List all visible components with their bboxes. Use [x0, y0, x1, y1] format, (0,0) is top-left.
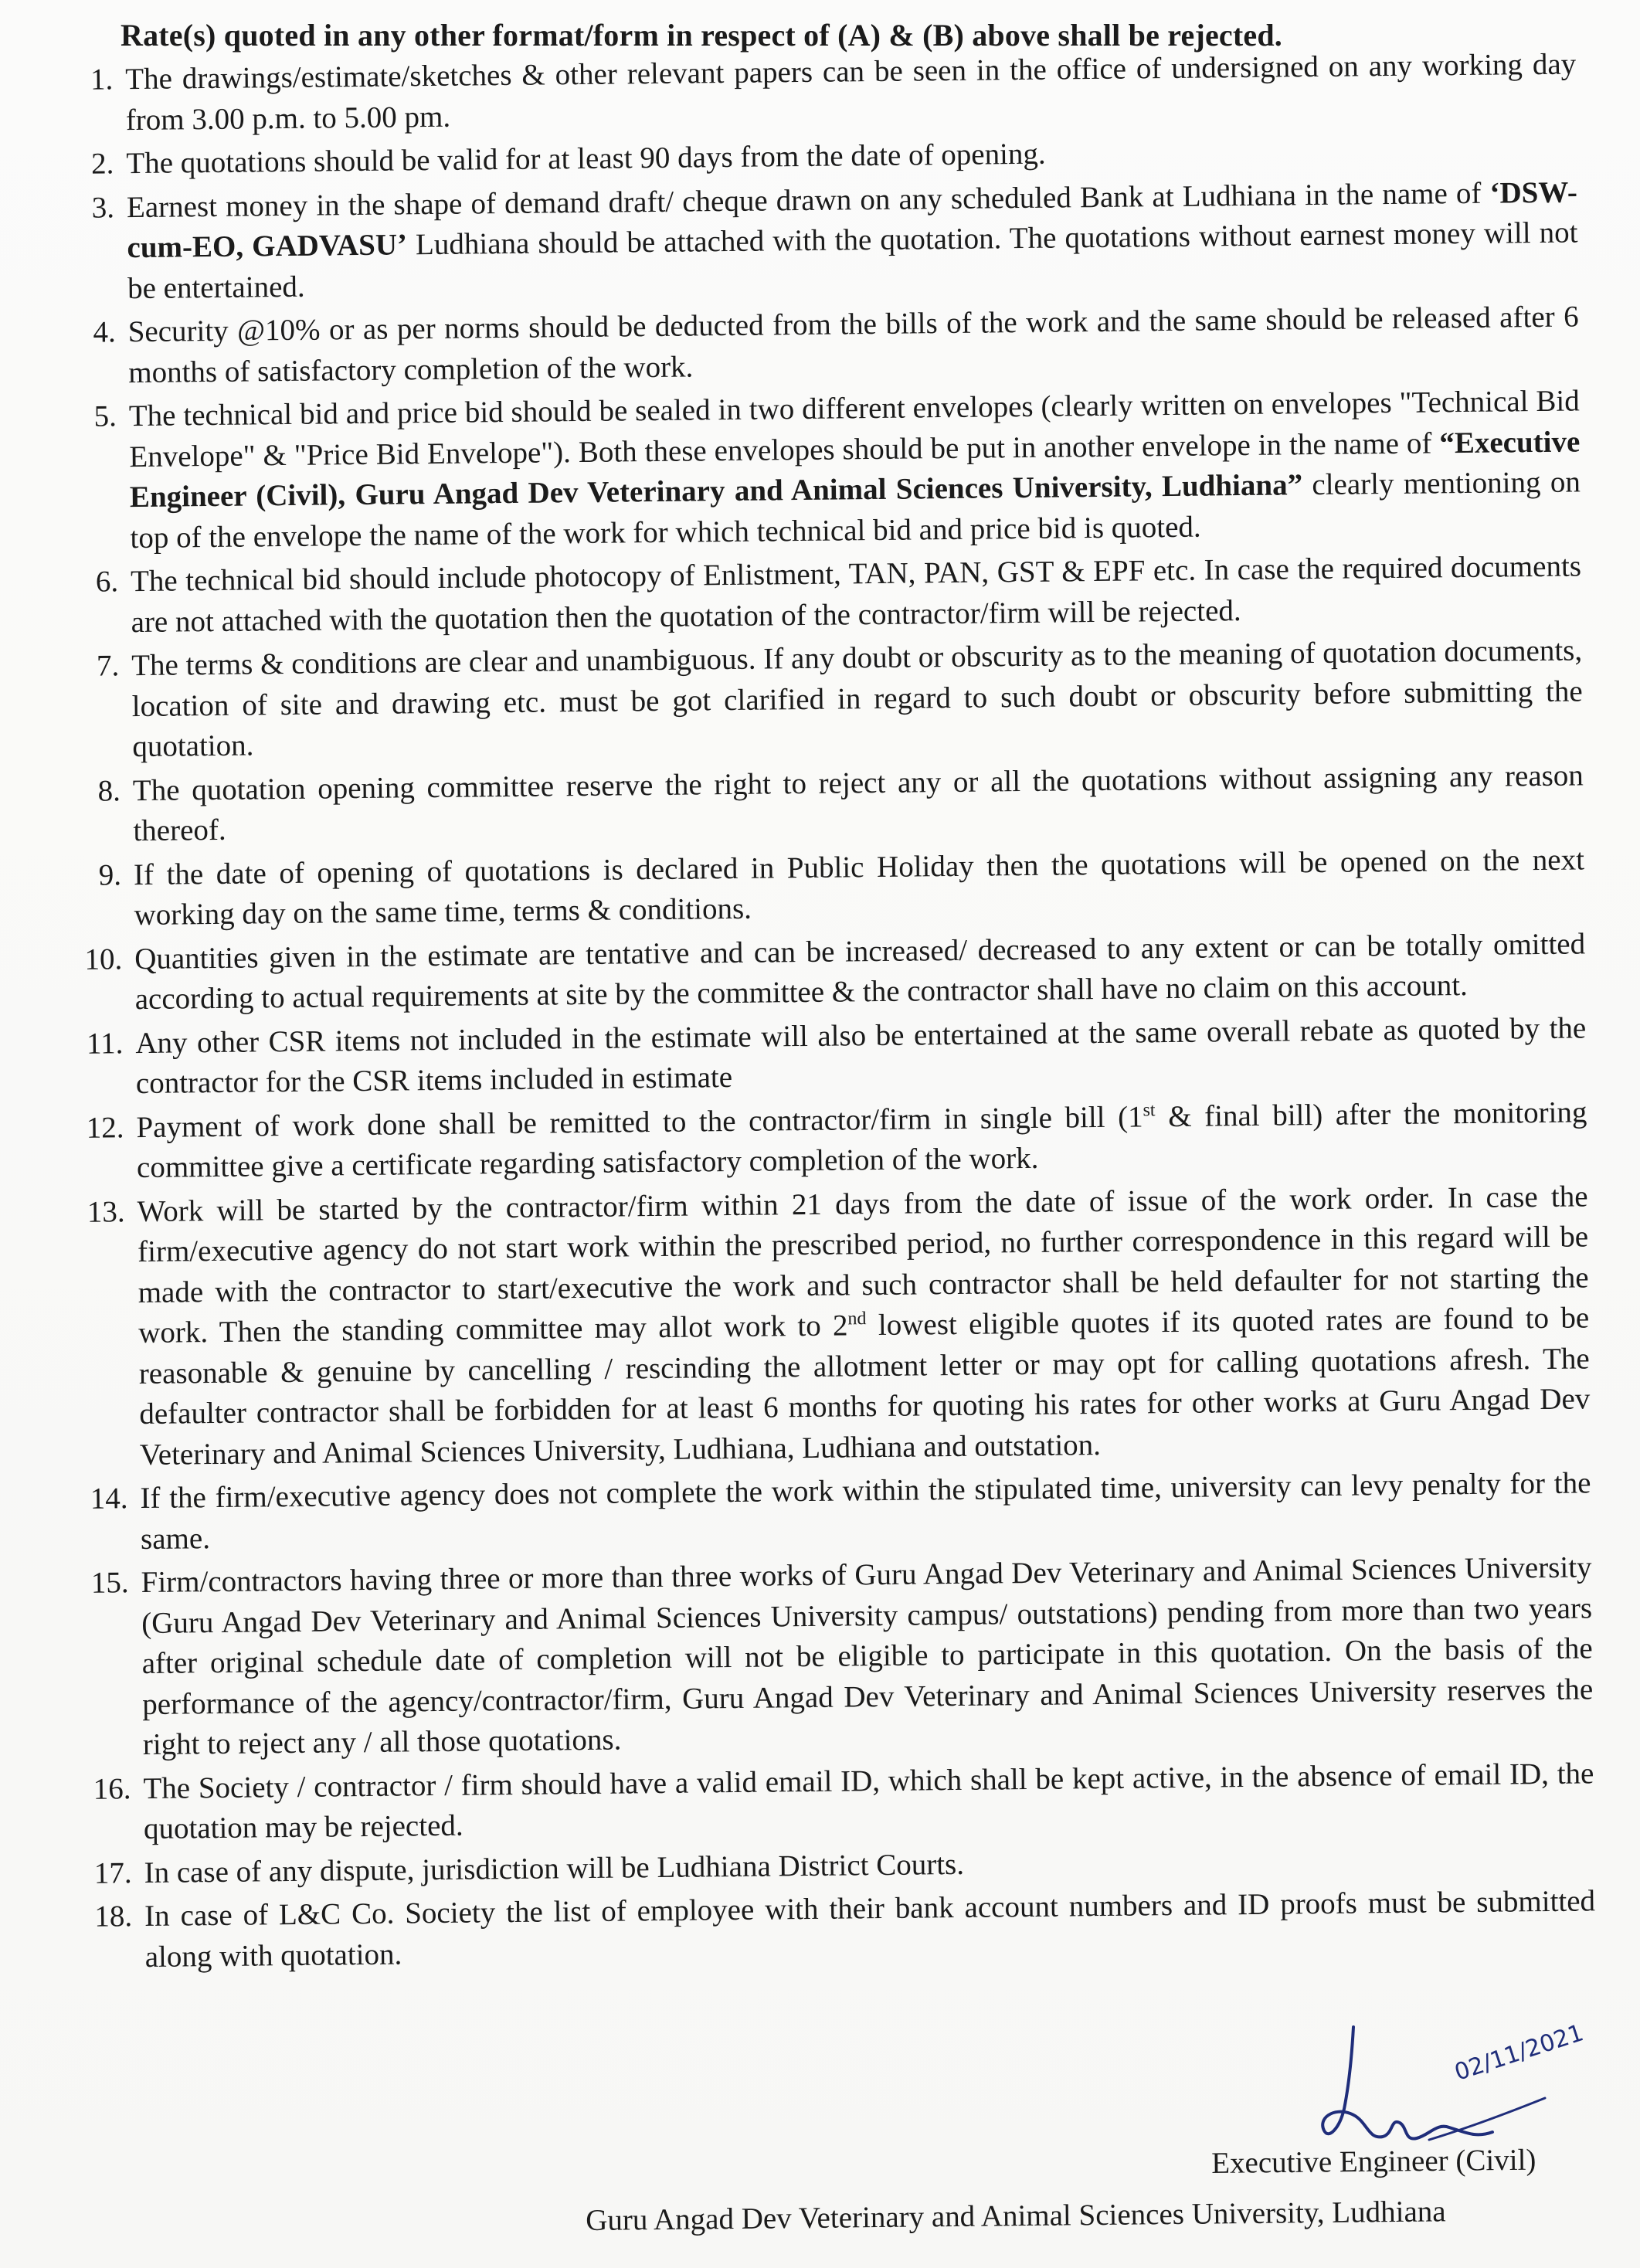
term-number: 10.: [84, 942, 123, 976]
term-text: The drawings/estimate/sketches & other relevant papers can be seen in the office of undersigned on any working day from 3.00 p.m. to 5.00 pm.: [125, 47, 1577, 137]
term-item: [72, 1008, 1587, 1105]
term-number: 17.: [93, 1855, 132, 1890]
term-item: [80, 1754, 1594, 1851]
term-item: [70, 840, 1585, 937]
term-number: 14.: [90, 1482, 128, 1516]
term-number: 3.: [91, 190, 115, 225]
term-number: 13.: [87, 1194, 125, 1229]
term-number: 1.: [90, 63, 114, 97]
term-item: [62, 44, 1577, 141]
term-text: [127, 172, 1579, 309]
term-item: [81, 1881, 1596, 1978]
term-text-part: Work will be started by the contractor/firm within 21 days from the date of issue of the work order. In case the firm/executive agency do not start work within the prescribed period, no further correspondence in this regard will be made with the contractor to start/executive the work and such contractor shall be held defaulter for not starting the work. Then the standing committee may allot work to 2: [137, 1179, 1589, 1350]
term-text: Quantities given in the estimate are tentative and can be increased/ decreased to any extent or can be totally omitted according to actual requirements at site by the committee & the contractor shall have no claim on this account.: [134, 926, 1586, 1017]
term-text-part: & final bill) after the monitoring committee give a certificate regarding satisfactory completion of the work.: [136, 1095, 1587, 1185]
term-number: 4.: [93, 315, 116, 349]
signature-date: 02/11/2021: [1451, 2019, 1587, 2086]
term-text: Security @10% or as per norms should be deducted from the bills of the work and the same should be released after 6 months of satisfactory completion of the work.: [127, 300, 1579, 389]
term-number: 6.: [95, 565, 119, 599]
term-text: In case of L&C Co. Society the list of employee with their bank account numbers and ID proofs must be submitted along with quotation.: [144, 1884, 1596, 1974]
term-number: 15.: [90, 1566, 129, 1600]
signatory-designation: Executive Engineer (Civil): [1211, 2143, 1536, 2180]
term-text: The terms & conditions are clear and unambiguous. If any doubt or obscurity as to the meaning of quotation documents, location of site and drawing etc. must be got clarified in regard to such doubt or obscurity before submitting the quotation.: [131, 633, 1583, 764]
term-text: [136, 1092, 1587, 1189]
term-text: [129, 381, 1581, 559]
term-text-part: Ludhiana should be attached with the quotation. The quotations without earnest money will not be entertained.: [127, 216, 1578, 305]
term-text: In case of any dispute, jurisdiction will be Ludhiana District Courts.: [144, 1847, 965, 1889]
university-name: Guru Angad Dev Veterinary and Animal Sciences University, Ludhiana: [586, 2195, 1446, 2237]
term-text: The Society / contractor / firm should have a valid email ID, which shall be kept active, in the absence of email ID, the quotation may be rejected.: [143, 1756, 1594, 1846]
term-item: [71, 924, 1586, 1021]
term-item: [68, 630, 1584, 768]
term-text: The quotation opening committee reserve the right to reject any or all the quotations without assigning any reason thereof.: [132, 758, 1584, 848]
term-number: 2.: [90, 147, 114, 181]
term-item: [67, 546, 1582, 643]
envelope-addressee: “Executive Engineer (Civil), Guru Angad Dev Veterinary and Animal Sciences University, Ludhiana”: [129, 424, 1581, 514]
rejection-note: Rate(s) quoted in any other format/form in respect of (A) & (B) above shall be rejected.: [121, 18, 1283, 53]
term-text: [137, 1176, 1591, 1475]
term-number: 16.: [93, 1771, 131, 1806]
terms-list: [62, 44, 1596, 1981]
ordinal-suffix: st: [1143, 1099, 1156, 1120]
term-text: The technical bid should include photocopy of Enlistment, TAN, PAN, GST & EPF etc. In case the required documents are not attached with the quotation then the quotation of the contractor/firm will be rejected.: [130, 549, 1582, 639]
term-text-part: The technical bid and price bid should be sealed in two different envelopes (clearly written on envelopes "Technical Bid Envelope" & "Price Bid Envelope"). Both these envelopes should be put in another envelope in the name of: [128, 384, 1580, 474]
term-text-part: Earnest money in the shape of demand draft/ cheque drawn on any scheduled Bank at Ludhiana in the name of: [126, 176, 1490, 224]
payee-name: ‘DSW-cum-EO, GADVASU’: [127, 175, 1578, 265]
term-number: 7.: [96, 649, 120, 683]
term-item: [64, 297, 1579, 394]
term-text: If the date of opening of quotations is declared in Public Holiday then the quotations will be opened on the next working day on the same time, terms & conditions.: [133, 842, 1585, 932]
term-item: [63, 172, 1579, 310]
term-text: The quotations should be valid for at least 90 days from the date of opening.: [126, 137, 1046, 181]
term-text: Any other CSR items not included in the estimate will also be entertained at the same overall rebate as quoted by the contractor for the CSR items included in estimate: [135, 1010, 1587, 1101]
term-item: [70, 755, 1584, 853]
term-text: Firm/contractors having three or more than three works of Guru Angad Dev Veterinary and Animal Sciences University (Guru Angad Dev Veterinary and Animal Sciences University campus/ outstations) pending from more than two years after original schedule date of completion will not be eligible to participate in this quotation. On the basis of the performance of the agency/contractor/firm, Guru Angad Dev Veterinary and Animal Sciences University reserves the right to reject any / all those quotations.: [141, 1550, 1594, 1762]
term-text-part: clearly mentioning on top of the envelope the name of the work for which technical bid and price bid is quoted.: [130, 465, 1581, 555]
term-number: 5.: [93, 399, 117, 433]
term-item: [66, 381, 1581, 559]
term-item: [77, 1547, 1594, 1766]
term-number: 12.: [86, 1110, 124, 1145]
ordinal-suffix: nd: [847, 1309, 867, 1329]
term-item: [73, 1092, 1587, 1190]
term-text: If the firm/executive agency does not complete the work within the stipulated time, university can levy penalty for the same.: [140, 1466, 1591, 1556]
term-number: 11.: [86, 1026, 124, 1061]
term-number: 9.: [98, 857, 122, 892]
term-number: 8.: [97, 773, 121, 808]
term-item: [76, 1463, 1591, 1560]
term-text-part: lowest eligible quotes if its quoted rates are found to be reasonable & genuine by cancelling / rescinding the allotment letter or may opt for calling quotations afresh. The defaulter contractor shall be forbidden for at least 6 months for quoting his rates for other works at Guru Angad Dev Veterinary and Animal Sciences University, Ludhiana, Ludhiana and outstation.: [138, 1301, 1591, 1472]
term-text-part: Payment of work done shall be remitted to the contractor/firm in single bill (1: [136, 1099, 1143, 1144]
term-number: 18.: [94, 1900, 133, 1934]
term-item: [73, 1176, 1591, 1476]
